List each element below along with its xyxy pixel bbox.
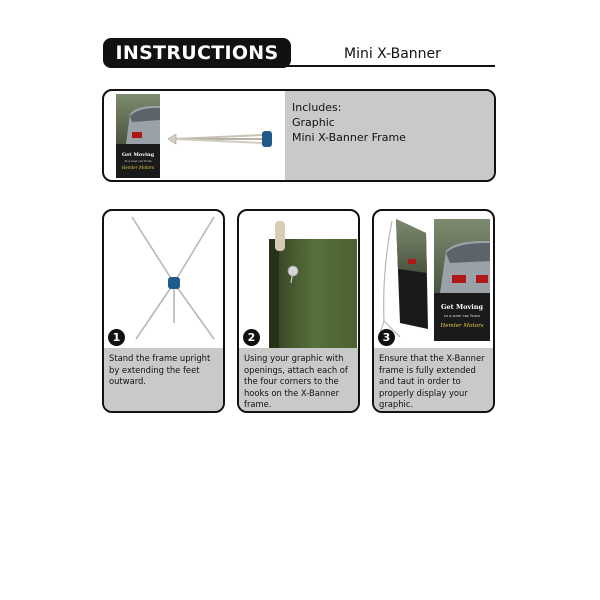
banner-brand: Hemler Motors (121, 165, 155, 170)
banner-subline: in a new car from (124, 159, 152, 163)
banner-subline: in a new car from (444, 313, 480, 318)
product-subtitle: Mini X-Banner (344, 46, 441, 62)
assembled-banner-image (374, 211, 492, 349)
includes-panel (102, 89, 496, 182)
banner-brand: Hemler Motors (440, 323, 484, 329)
includes-item-graphic: Graphic (292, 116, 335, 129)
step-text-3: Ensure that the X-Banner frame is fully extended and taut in order to properly display your graphic. (379, 353, 485, 409)
includes-list (292, 100, 406, 145)
step-number-2: 2 (243, 329, 260, 346)
folded-frame-image (166, 127, 278, 151)
step-card-2 (237, 209, 360, 413)
x-frame-image (104, 211, 222, 349)
banner-headline: Get Moving (121, 152, 155, 158)
step-card-1 (102, 209, 225, 413)
hook-closeup-image (239, 211, 357, 349)
step-card-3 (372, 209, 495, 413)
step-text-2: Using your graphic with openings, attach each of the four corners to the hooks on the X-Banner frame. (244, 353, 348, 409)
step-text-1: Stand the frame upright by extending the feet outward. (109, 353, 211, 386)
includes-heading: Includes: (292, 101, 342, 114)
includes-item-frame: Mini X-Banner Frame (292, 131, 406, 144)
step-number-1: 1 (108, 329, 125, 346)
step-number-3: 3 (378, 329, 395, 346)
header-rule (286, 65, 495, 67)
instructions-title: INSTRUCTIONS (103, 38, 291, 68)
banner-headline: Get Moving (441, 303, 483, 311)
banner-graphic-image (116, 94, 160, 178)
